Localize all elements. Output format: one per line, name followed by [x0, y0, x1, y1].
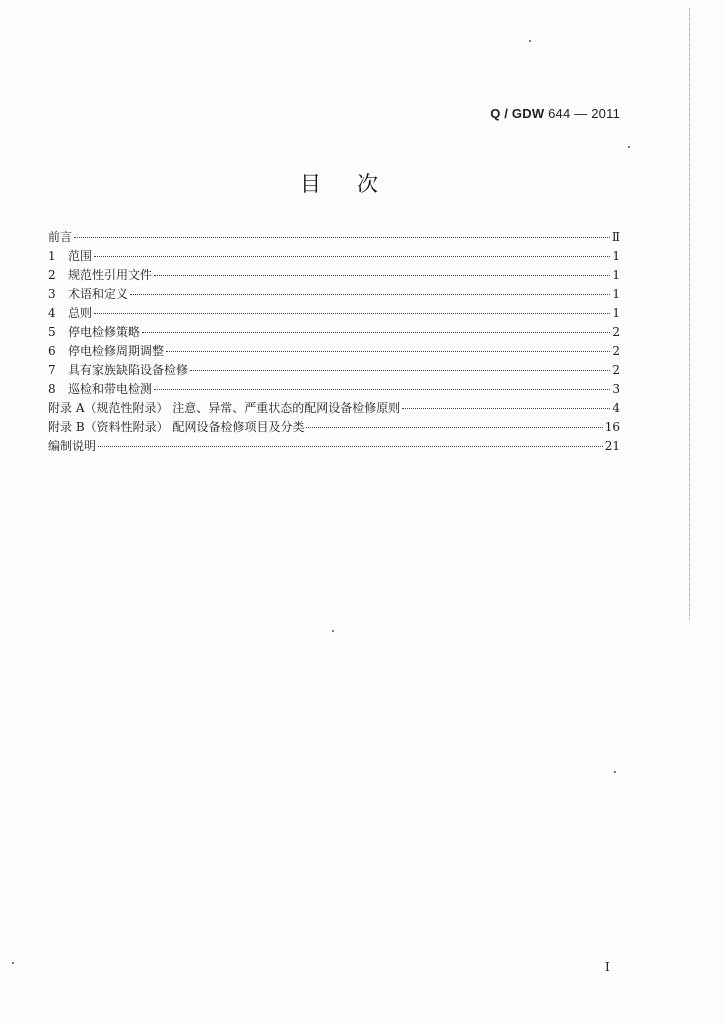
- toc-dot-leader: [166, 350, 610, 352]
- toc-entry-page: 3: [612, 382, 620, 396]
- toc-dot-leader: [154, 388, 610, 390]
- toc-dot-leader: [154, 274, 610, 276]
- toc-entry-6[interactable]: [48, 342, 620, 361]
- toc-entry-label: 停电检修策略: [68, 325, 141, 339]
- toc-entry-page: 16: [604, 420, 620, 434]
- toc-entry-appendix-b[interactable]: [48, 418, 620, 437]
- toc-entry-number: 5: [48, 325, 56, 339]
- toc-entry-number: 8: [48, 382, 56, 396]
- page-title: [300, 168, 378, 198]
- page-number: I: [605, 960, 610, 974]
- toc-entry-page: 2: [612, 363, 620, 377]
- toc-entry-label: 附录 B（资料性附录） 配网设备检修项目及分类: [48, 420, 305, 434]
- scan-edge-line: [689, 8, 690, 620]
- toc-dot-leader: [142, 331, 610, 333]
- toc-entry-5[interactable]: [48, 323, 620, 342]
- toc-entry-appendix-a[interactable]: [48, 399, 620, 418]
- scan-speck: [529, 40, 531, 42]
- toc-entry-foreword[interactable]: [48, 228, 620, 247]
- toc-dot-leader: [306, 426, 602, 428]
- toc-dot-leader: [130, 293, 610, 295]
- toc-entry-1[interactable]: [48, 247, 620, 266]
- toc-entry-number: 4: [48, 306, 56, 320]
- toc-entry-label: 总则: [68, 306, 93, 320]
- toc-entry-2[interactable]: [48, 266, 620, 285]
- toc-entry-label: 术语和定义: [68, 287, 129, 301]
- standard-prefix: Q / GDW: [490, 106, 545, 121]
- toc-entry-label: 具有家族缺陷设备检修: [68, 363, 189, 377]
- scan-speck: [332, 630, 334, 632]
- toc-entry-page: 2: [612, 325, 620, 339]
- toc-entry-page: Ⅱ: [611, 230, 620, 244]
- toc-entry-number: 3: [48, 287, 56, 301]
- toc-entry-3[interactable]: [48, 285, 620, 304]
- toc-entry-number: 6: [48, 344, 56, 358]
- toc-entry-label: 前言: [48, 230, 73, 244]
- table-of-contents: [48, 228, 620, 456]
- toc-entry-page: 4: [612, 401, 620, 415]
- scan-speck: [614, 771, 616, 773]
- toc-entry-page: 1: [612, 287, 620, 301]
- toc-entry-number: 7: [48, 363, 56, 377]
- toc-entry-page: 2: [612, 344, 620, 358]
- toc-dot-leader: [74, 236, 610, 238]
- scan-speck: [12, 962, 14, 964]
- toc-entry-7[interactable]: [48, 361, 620, 380]
- toc-entry-label: 范围: [68, 249, 93, 263]
- toc-entry-label: 规范性引用文件: [68, 268, 153, 282]
- standard-code: [490, 106, 620, 121]
- toc-entry-page: 21: [604, 439, 620, 453]
- toc-entry-label: 停电检修周期调整: [68, 344, 165, 358]
- toc-dot-leader: [94, 255, 610, 257]
- toc-dot-leader: [94, 312, 610, 314]
- scan-speck: [628, 146, 630, 148]
- standard-number: 644 — 2011: [548, 106, 620, 121]
- toc-entry-label: 编制说明: [48, 439, 97, 453]
- toc-entry-explanation[interactable]: [48, 437, 620, 456]
- toc-entry-page: 1: [612, 306, 620, 320]
- toc-entry-4[interactable]: [48, 304, 620, 323]
- toc-entry-number: 2: [48, 268, 56, 282]
- toc-entry-number: 1: [48, 249, 56, 263]
- toc-entry-label: 巡检和带电检测: [68, 382, 153, 396]
- toc-entry-page: 1: [612, 268, 620, 282]
- title-char-1: 目: [300, 172, 321, 196]
- toc-dot-leader: [98, 445, 603, 447]
- toc-entry-page: 1: [612, 249, 620, 263]
- toc-dot-leader: [402, 407, 610, 409]
- toc-entry-label: 附录 A（规范性附录） 注意、异常、严重状态的配网设备检修原则: [48, 401, 401, 415]
- title-char-2: 次: [357, 172, 378, 196]
- toc-entry-8[interactable]: [48, 380, 620, 399]
- toc-dot-leader: [190, 369, 610, 371]
